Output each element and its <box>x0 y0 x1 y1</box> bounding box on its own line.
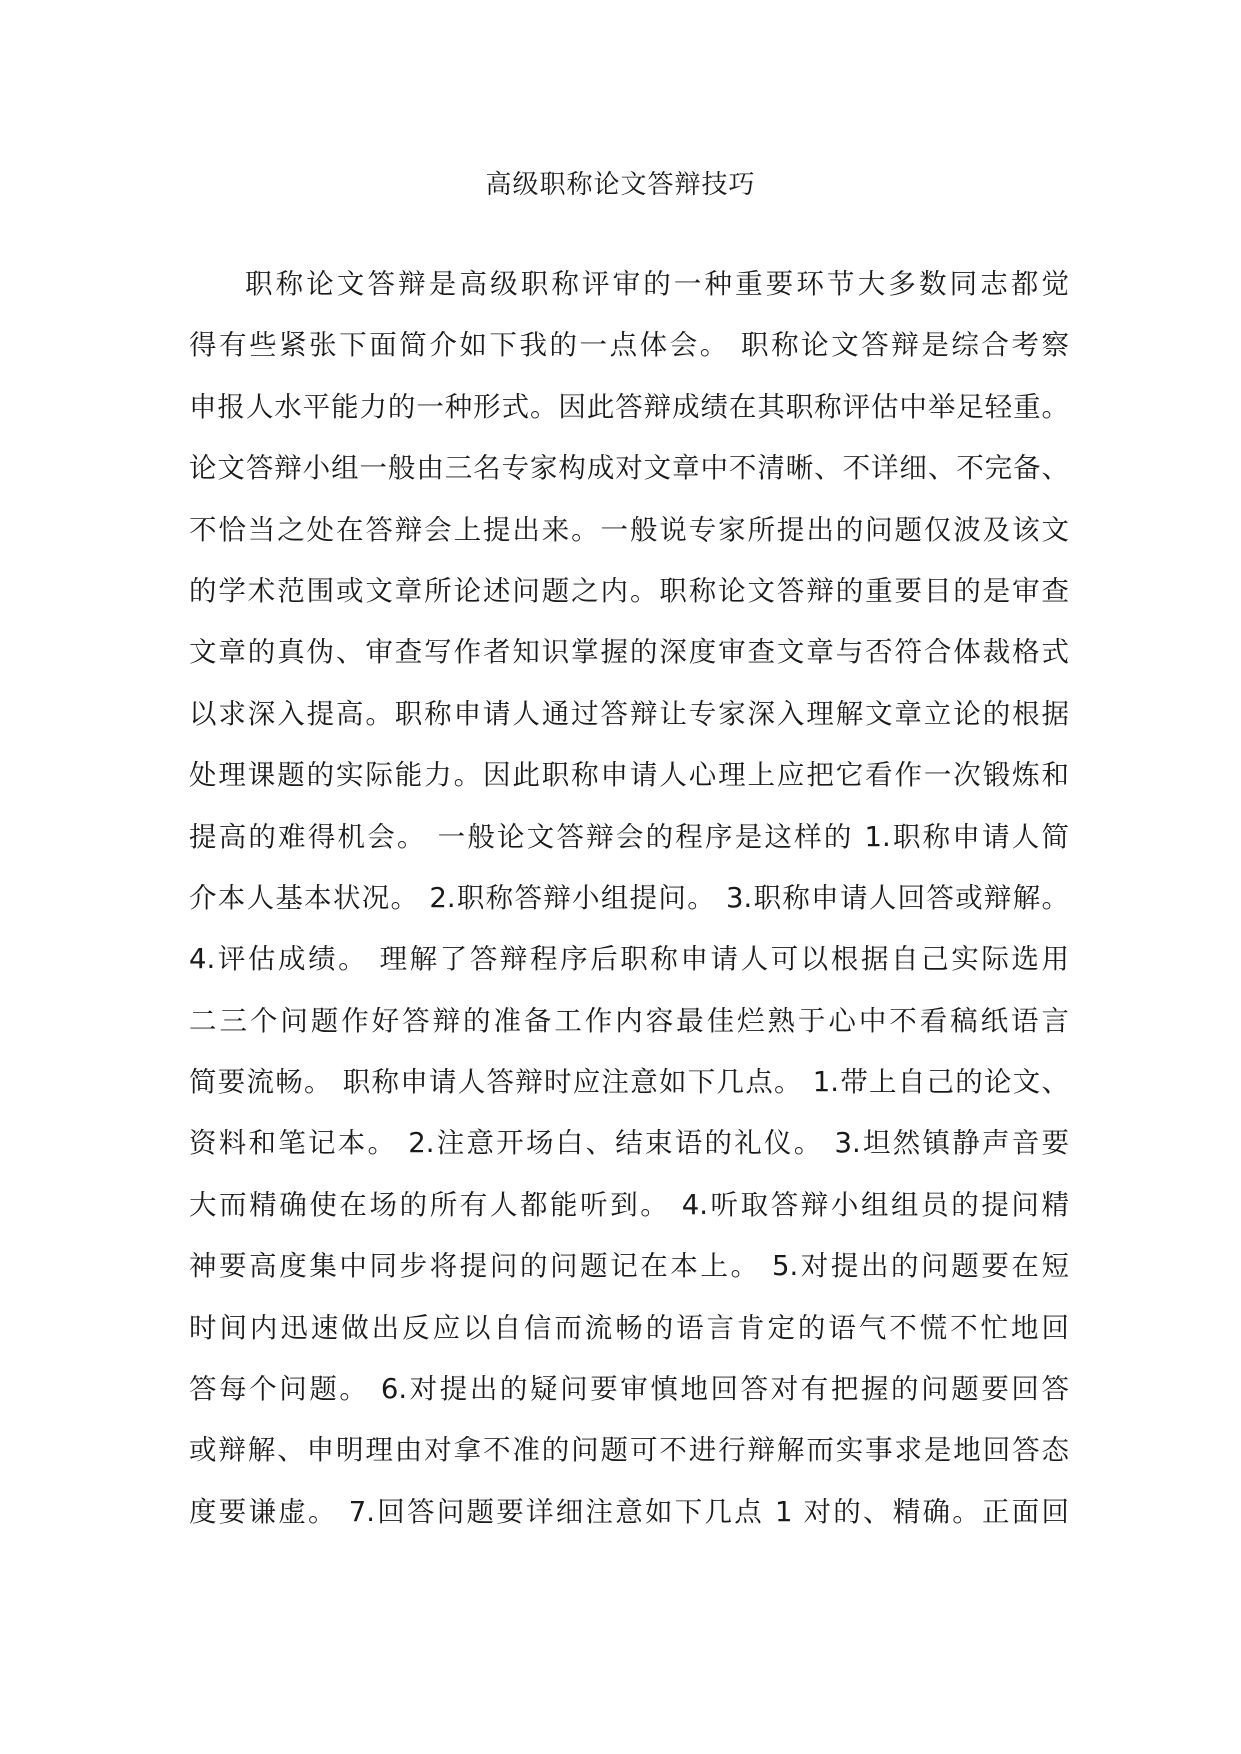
body-line: 处理课题的实际能力。因此职称申请人心理上应把它看作一次锻炼和 <box>189 759 1069 792</box>
body-line: 文章的真伪、审查写作者知识掌握的深度审查文章与否符合体裁格式 <box>189 636 1069 669</box>
body-line: 论文答辩小组一般由三名专家构成对文章中不清晰、不详细、不完备、 <box>189 452 1069 485</box>
body-line: 职称论文答辩是高级职称评审的一种重要环节大多数同志都觉 <box>245 268 1069 300</box>
body-line: 提高的难得机会。 一般论文答辩会的程序是这样的 1.职称申请人简 <box>189 820 1069 853</box>
body-line: 得有些紧张下面简介如下我的一点体会。 职称论文答辩是综合考察 <box>189 329 1069 362</box>
body-line: 大而精确使在场的所有人都能听到。 4.听取答辩小组组员的提问精 <box>189 1188 1069 1221</box>
document-body <box>189 263 1069 1552</box>
body-line: 以求深入提高。职称申请人通过答辩让专家深入理解文章立论的根据 <box>189 697 1069 730</box>
body-line: 或辩解、申明理由对拿不准的问题可不进行辩解而实事求是地回答态 <box>189 1434 1069 1467</box>
body-line: 4.评估成绩。 理解了答辩程序后职称申请人可以根据自己实际选用 <box>189 943 1069 976</box>
body-line: 度要谦虚。 7.回答问题要详细注意如下几点 1 对的、精确。正面回 <box>189 1495 1069 1528</box>
body-line: 介本人基本状况。 2.职称答辩小组提问。 3.职称申请人回答或辩解。 <box>189 881 1069 914</box>
body-line: 二三个问题作好答辩的准备工作内容最佳烂熟于心中不看稿纸语言 <box>189 1004 1069 1037</box>
body-line: 神要高度集中同步将提问的问题记在本上。 5.对提出的问题要在短 <box>189 1250 1069 1283</box>
body-line: 答每个问题。 6.对提出的疑问要审慎地回答对有把握的问题要回答 <box>189 1373 1069 1406</box>
body-line: 不恰当之处在答辩会上提出来。一般说专家所提出的问题仅波及该文 <box>189 513 1069 546</box>
body-line: 申报人水平能力的一种形式。因此答辩成绩在其职称评估中举足轻重。 <box>189 390 1069 423</box>
body-line: 简要流畅。 职称申请人答辩时应注意如下几点。 1.带上自己的论文、 <box>189 1066 1069 1099</box>
body-line: 资料和笔记本。 2.注意开场白、结束语的礼仪。 3.坦然镇静声音要 <box>189 1127 1069 1160</box>
body-line: 时间内迅速做出反应以自信而流畅的语言肯定的语气不慌不忙地回 <box>189 1311 1069 1344</box>
document-title: 高级职称论文答辩技巧 <box>485 170 756 200</box>
body-line: 的学术范围或文章所论述问题之内。职称论文答辩的重要目的是审查 <box>189 574 1069 607</box>
